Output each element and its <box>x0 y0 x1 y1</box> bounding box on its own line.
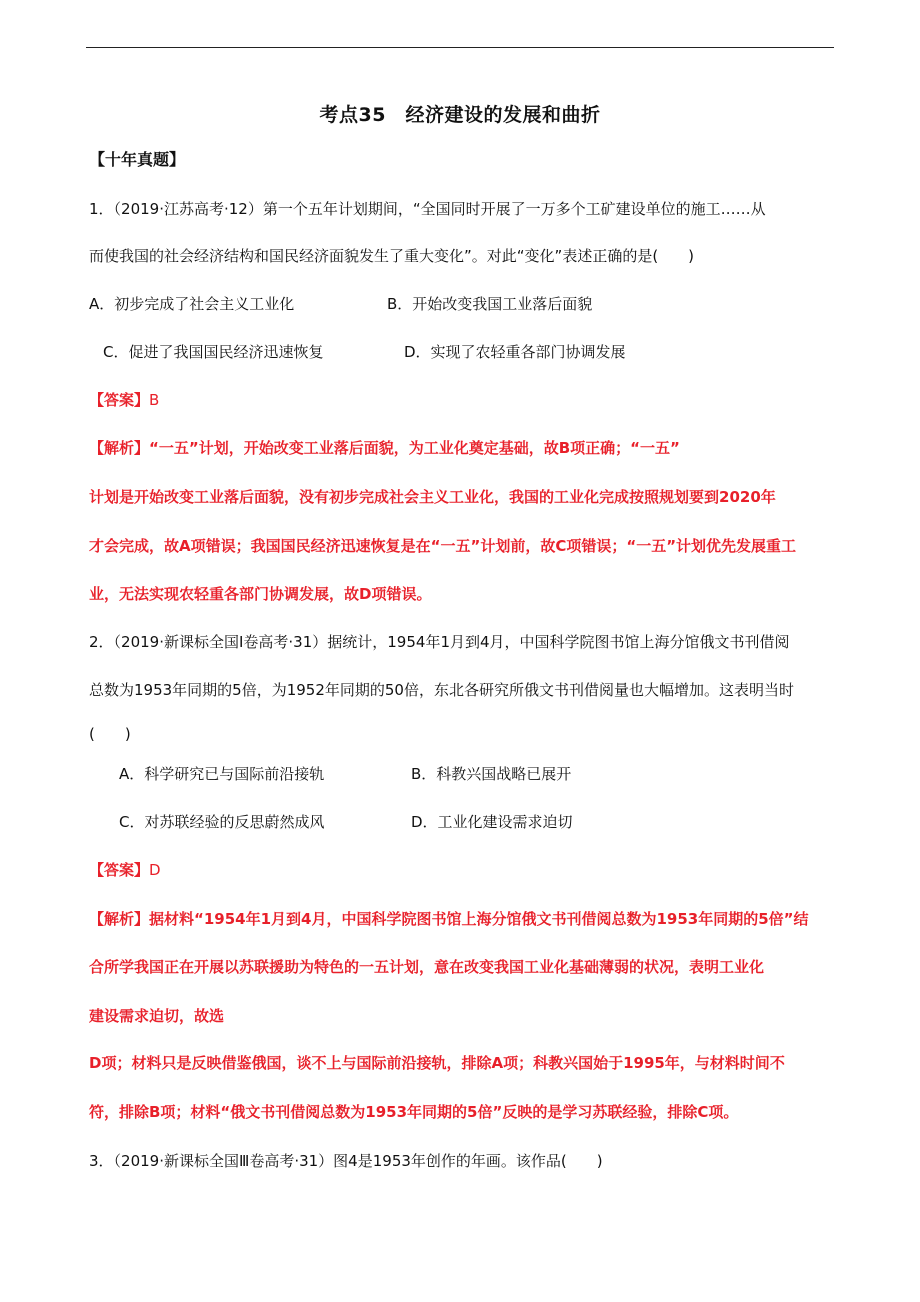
q2-option-a: A．科学研究已与国际前沿接轨 <box>119 765 325 783</box>
q2-analysis-line4: D项；材料只是反映借鉴俄国，谈不上与国际前沿接轨，排除A项；科教兴国始于1995年，与材料时间不 <box>89 1054 785 1072</box>
q2-analysis-label: 【解析】 <box>89 910 150 928</box>
q2-option-d: D．工业化建设需求迫切 <box>411 813 573 831</box>
q1-stem-line1: 1．（2019·江苏高考·12）第一个五年计划期间，“全国同时开展了一万多个工矿建设单位的施工……从 <box>89 200 766 218</box>
q1-analysis-line1: 【解析】“一五”计划，开始改变工业落后面貌，为工业化奠定基础，故B项正确；“一五” <box>89 439 680 457</box>
q2-analysis-line5: 符，排除B项；材料“俄文书刊借阅总数为1953年同期的5倍”反映的是学习苏联经验，排除C项。 <box>89 1103 739 1121</box>
q1-answer <box>89 390 159 410</box>
q1-analysis-line2: 计划是开始改变工业落后面貌，没有初步完成社会主义工业化，我国的工业化完成按照规划要到2020年 <box>89 488 776 506</box>
q1-answer-value: B <box>149 391 160 409</box>
q2-stem-line2: 总数为1953年同期的5倍，为1952年同期的50倍，东北各研究所俄文书刊借阅量也大幅增加。这表明当时 <box>89 681 794 699</box>
q1-option-d: D．实现了农轻重各部门协调发展 <box>404 343 626 361</box>
q2-option-c: C．对苏联经验的反思蔚然成风 <box>119 813 325 831</box>
q1-analysis-line4: 业，无法实现农轻重各部门协调发展，故D项错误。 <box>89 585 432 603</box>
q2-answer-label: 【答案】 <box>89 861 150 879</box>
section-heading: 【十年真题】 <box>89 150 186 169</box>
q2-stem-line3: ( ) <box>89 725 131 743</box>
q2-analysis-line2: 合所学我国正在开展以苏联援助为特色的一五计划，意在改变我国工业化基础薄弱的状况，表明工业化 <box>89 958 765 976</box>
q1-option-c: C．促进了我国国民经济迅速恢复 <box>103 343 324 361</box>
q3-stem-line1: 3．（2019·新课标全国Ⅲ卷高考·31）图4是1953年创作的年画。该作品( ) <box>89 1152 603 1170</box>
page-title: 考点35 经济建设的发展和曲折 <box>319 104 601 126</box>
q2-analysis-line3: 建设需求迫切，故选 <box>89 1007 225 1025</box>
q1-option-a: A．初步完成了社会主义工业化 <box>89 295 295 313</box>
q1-stem-line2: 而使我国的社会经济结构和国民经济面貌发生了重大变化”。对此“变化”表述正确的是( ) <box>89 247 695 265</box>
q2-answer <box>89 860 161 880</box>
q1-analysis-line3: 才会完成，故A项错误；我国国民经济迅速恢复是在“一五”计划前，故C项错误；“一五”计划优先发展重工 <box>89 537 797 555</box>
q2-analysis-line1: 【解析】据材料“1954年1月到4月，中国科学院图书馆上海分馆俄文书刊借阅总数为1953年同期的5倍”结 <box>89 910 809 928</box>
header-rule <box>86 47 834 48</box>
q2-stem-line1: 2．（2019·新课标全国Ⅰ卷高考·31）据统计，1954年1月到4月，中国科学院图书馆上海分馆俄文书刊借阅 <box>89 633 790 651</box>
q2-answer-value: D <box>149 861 161 879</box>
q1-option-b: B．开始改变我国工业落后面貌 <box>387 295 593 313</box>
q1-analysis-label: 【解析】 <box>89 439 150 457</box>
q1-answer-label: 【答案】 <box>89 391 150 409</box>
q2-option-b: B．科教兴国战略已展开 <box>411 765 572 783</box>
